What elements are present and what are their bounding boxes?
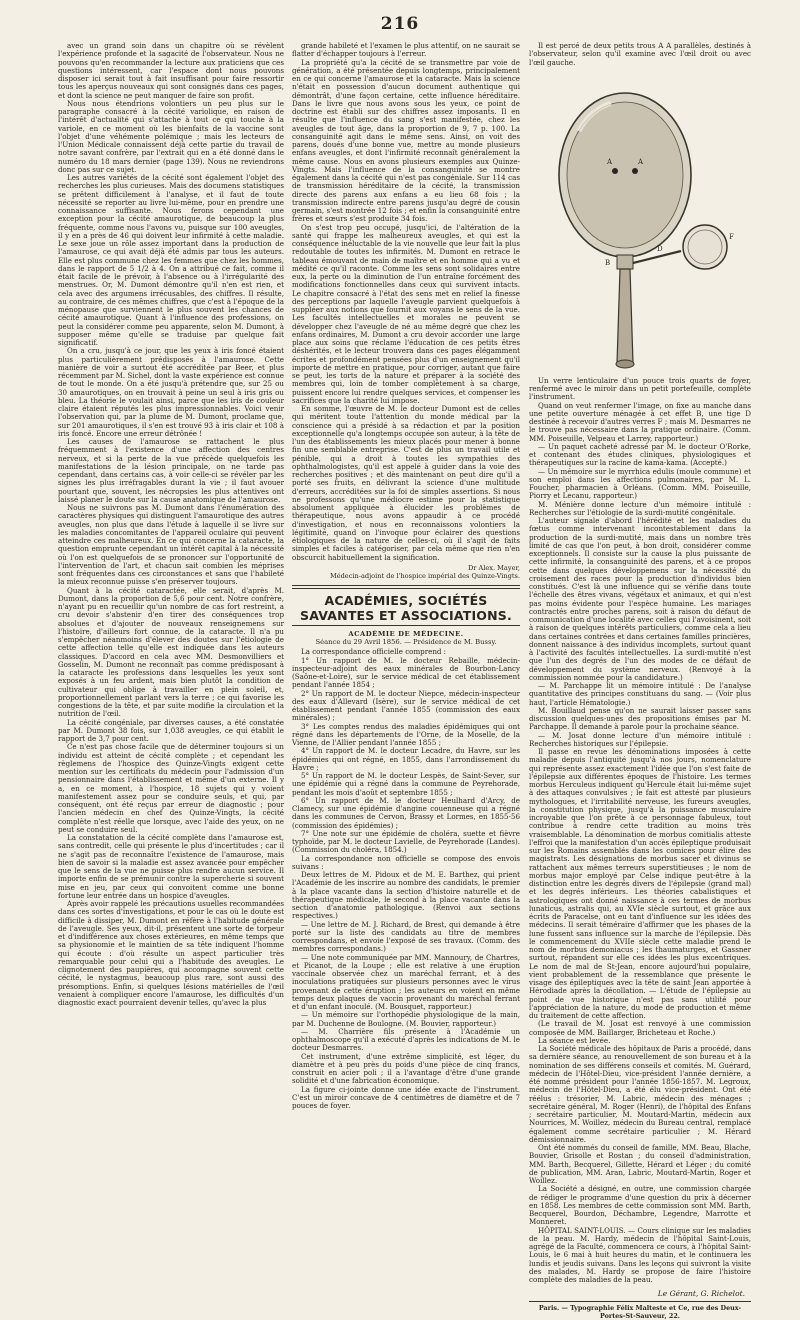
paragraph: Il passe en revue les dénominations imposées à cette maladie depuis l'antiquité jusqu'à nos jours, nomenclature qui représente assez exactement l'idée que l'on s'est faite de l'épilepsie aux différentes époques de l'histoire. Les termes morbus Herculeus indiquent qu'Hercule était lui-même sujet à des attaques convulsives ; le fait est attesté par plusieurs mythologues, et l'irritabilité nerveuse, les fureurs aveugles, la constitution physique, jusqu'à la puissance musculaire incroyable que l'on prête à ce personnage fabuleux, tout contribue à rendre cette tradition au moins très vraisemblable. La dénomination de morbus comitialis atteste l'effroi que la manifestation d'un accès épileptique produisait sur les Romains assemblés dans les comices pour élire des magistrats. Les désignations de morbus sacer et divinus se rattachent aux mêmes terreurs superstitieuses ; le nom de morbus major employé par Celse indique peut-être à la distinction entre les degrés divers de l'épilepsie (grand mal) et les degrés inférieurs. Les théories cabalistiques et astrologiques ont donné naissance à ces termes de morbus lunaticus, astralis qui, au XVIe siècle surtout, et grâce aux écrits de Paracelse, ont eu tant d'influence sur les idées des médecins. Il serait téméraire d'affirmer que les phases de la lune fussent sans influence sur la marche de l'épilepsie. Dès le commencement du XVIIe siècle cette maladie prend le nom de morbus demoniacus ; les thaumaturges, et Gassner surtout, répandent sur elle ces idées les plus excentriques. Le nom de mal de St-Jean, encore aujourd'hui populaire, vient probablement de la ressemblance que présente le visage des épileptiques avec la tête de saint Jean apportée à Hérodiade après la décollation. — L'étude de l'épilepsie au point de vue historique n'est pas sans utilité pour l'appréciation de la nature, du mode de production et même du traitement de cette affection. [529,748,751,1020]
page-number: 216 [0,14,800,34]
paragraph: Il est percé de deux petits trous A A parallèles, destinés à l'observateur, selon qu'il examine avec l'œil droit ou avec l'œil gauche. [529,42,751,67]
paragraph: — M. Parchappe lit un mémoire intitulé : De l'analyse quantitative des principes constituans du sang. — (Voir plus haut, l'article Hématologie.) [529,682,751,707]
paragraph: La constatation de la cécité complète dans l'amaurose est, sans contredit, celle qui présente le plus d'incertitudes ; car il ne s'agit pas de reconnaître l'existence de l'amaurose, mais bien de savoir si la maladie est assez avancée pour empêcher que le sens de la vue ne puisse plus rendre aucun service. Il importe enfin de se prémunir contre la supercherie si souvent mise en jeu, par ceux qui convoitent comme une bonne fortune leur entrée dans un hospice d'aveugles. [58,834,284,900]
paragraph: Cet instrument, d'une extrême simplicité, est léger, du diamètre et à peu près du poids d'une pièce de cinq francs, construit en acier poli ; il a l'avantage d'être d'une grande solidité et d'une fabrication économique. [292,1053,520,1086]
paragraph: M. Bouillaud pense qu'on ne saurait laisser passer sans discussion quelques-unes des propositions émises par M. Parchappe. Il demande à parole pour la prochaine séance. [529,707,751,732]
paragraph: Les causes de l'amaurose se rattachent le plus fréquemment à l'existence d'une affection des centres nerveux, et si la perte de la vue précède quelquefois les manifestations de la lésion principale, on ne tarde pas cependant, dans certains cas, à voir celle-ci se révéler par les signes les plus irréfragables durant la vie ; il faut avouer pourtant que, souvent, les nécropsies les plus attentives ont laissé planer le doute sur la cause anatomique de l'amaurose. [58,438,284,504]
paragraph: 3° Les comptes rendus des maladies épidémiques qui ont régné dans les départements de l'Orne, de la Moselle, de la Vienne, de l'Allier pendant l'année 1855 ; [292,723,520,748]
paragraph: On s'est trop peu occupé, jusqu'ici, de l'altération de la santé qui frappe les malheureux aveugles, et qui est la conséquence inéluctable de la vie nouvelle que leur fait la plus redoutable de toutes les infirmités. M. Dumont en retrace le tableau émouvant de main de maître et en homme qui a vu et médité ce qu'il raconte. Comme les sens sont solidaires entre eux, la perte ou la diminution de l'un entraîne forcément des modifications fonctionnelles dans ceux qui survivent intacts. Le chapitre consacré à l'état des sens met en relief la finesse des perceptions par laquelle l'aveugle parvient quelquefois à suppléer aux notions que fournit aux voyans le sens de la vue. Les facultés intellectuelles et morales ne peuvent se développer chez l'aveugle de né au même degré que chez les enfans ordinaires, M. Dumont a cru devoir accorder une large place aux soins que réclame l'éducation de ces petits êtres déshérités, et le lecteur trouvera dans ces pages élégamment écrites et profondément pensées plus d'un enseignement qu'il importe de mettre en pratique, pour corriger, autant que faire se peut, les torts de la nature et préparer à la société des membres qui, loin de tomber complètement à sa charge, puissent encore lui rendre quelques services, et compenser les sacrifices que la charité lui impose. [292,224,520,406]
paragraph: La Société a désigné, en outre, une commission chargée de rédiger le programme d'une question du prix à décerner en 1858. Les membres de cette commission sont MM. Barth, Becquerel, Bourdon, Déchambre, Legendre, Marrotte et Monneret. [529,1185,751,1226]
paragraph: HÔPITAL SAINT-LOUIS. — Cours clinique sur les maladies de la peau. M. Hardy, médecin de l'hôpital Saint-Louis, agrégé de la Faculté, commencera ce cours, à l'hôpital Saint-Louis, le 6 mai à huit heures du matin, et le continuera les lundis et jeudis suivans. Dans les leçons qui suivront la visite des malades, M. Hardy se propose de faire l'histoire complète des maladies de la peau. [529,1227,751,1285]
paragraph: Ont été nommés du conseil de famille, MM. Beau, Blache, Bouvier, Grisolle et Rostan ; du conseil d'administration, MM. Barth, Becquerel, Gillette, Hérard et Léger ; du comité de publication, MM. Aran, Labric, Moutard-Martin, Roger et Woillez. [529,1144,751,1185]
paragraph: 5° Un rapport de M. le docteur Lespès, de Saint-Sever, sur une épidémie qui a régné dans la commune de Peyrehorade, pendant les mois d'août et septembre 1855 ; [292,772,520,797]
ophthalmoscope-figure [529,71,751,373]
figure-label-b: B [605,259,610,267]
paragraph: Ce n'est pas chose facile que de déterminer toujours si un individu est atteint de cécité complète ; et cependant les règlemens de l'hospice des Quinze-Vingts exigent cette mention sur les certificats du médecin pour l'admission d'un pensionnaire dans l'établissement et même d'un externe. Il y a, en ce moment, à l'hospice, 18 sujets qui y voient manifestement assez pour se conduire seuls, et qui, par conséquent, ont été reçus par erreur de diagnostic ; pour l'ancien médecin en chef des Quinze-Vingts, la cécité complète n'est réelle que lorsque, avec l'aide des yeux, on ne peut se conduire seul. [58,743,284,834]
paragraph: 4° Un rapport de M. le docteur Lecadre, du Havre, sur les épidémies qui ont régné, en 1855, dans l'arrondissement du Havre ; [292,747,520,772]
paragraph: — Un paquet cacheté adressé par M. le docteur O'Rorke, et contenant des études cliniques, physiologiques et thérapeutiques sur la racine de kama-kama. (Accepté.) [529,443,751,468]
paragraph: La cécité congéniale, par diverses causes, a été constatée par M. Dumont 38 fois, sur 1,038 aveugles, ce qui établit le rapport de 3,7 pour cent. [58,719,284,744]
paragraph: Un verre lenticulaire d'un pouce trois quarts de foyer, renfermé avec le miroir dans un petit portefeuille, complète l'instrument. [529,377,751,402]
paragraph: La Société médicale des hôpitaux de Paris a procédé, dans sa dernière séance, au renouvellement de son bureau et à la nomination de ses différens conseils et comités. M. Guérard, médecin de l'Hôtel-Dieu, vice-président l'année dernière, a été nommé président pour l'année 1856-1857. M. Legroux, médecin de l'Hôtel-Dieu, a été élu vice-président. Ont été réélus : trésorier, M. Labric, médecin des ménages ; secrétaire général, M. Roger (Henri), de l'hôpital des Enfans ; secrétaire particulier, M. Moutard-Martin, médecin aux Nourrices, M. Woillez, médecin du Bureau central, remplacé également comme secrétaire particulier ; M. Hérard démissionnaire. [529,1045,751,1144]
column-1 [58,42,284,1072]
column-2 [292,42,520,1072]
paragraph: (Le travail de M. Josat est renvoyé à une commission composée de MM. Baillarger, Bricheteau et Roche.) [529,1020,751,1037]
academy-report-text [292,648,520,1110]
signature-name: Dr Alex. Mayer, [292,564,520,572]
paragraph: La séance est levée. [529,1037,751,1045]
figure-label-a-left: A [606,158,613,166]
ophthalmoscope-illustration [529,71,751,373]
signature-title: Médecin-adjoint de l'hospice impérial des Quinze-Vingts. [292,572,520,580]
section-rule-bottom [292,625,520,626]
paragraph: Deux lettres de M. Pidoux et de M. E. Barthez, qui prient l'Académie de les inscrire au nombre des candidats, le premier à la place vacante dans la section d'histoire naturelle et de thérapeutique médicale, le second à la place vacante dans la section d'anatomie pathologique. (Renvoi aux sections respectives.) [292,871,520,921]
paragraph: 1° Un rapport de M. le docteur Rebaille, médecin-inspecteur-adjoint des eaux minérales de Bourbon-Lancy (Saône-et-Loire), sur le service médical de cet établissement pendant l'année 1854 ; [292,657,520,690]
paragraph: — Un mémoire sur l'orthopédie physiologique de la main, par M. Duchenne de Boulogne. (M. Bouvier, rapporteur.) [292,1011,520,1028]
paragraph: La figure ci-jointe donne une idée exacte de l'instrument. C'est un miroir concave de 4 centimètres de diamètre et de 7 pouces de foyer. [292,1086,520,1111]
paragraph: La propriété qu'a la cécité de se transmettre par voie de génération, a été présentée depuis longtemps, principalement en ce qui concerne l'amaurose et la cataracte. Mais la science n'était en possession d'aucun document authentique qui démontrât, d'une façon certaine, cette influence héréditaire. Dans le livre que nous avons sous les yeux, ce point de doctrine est établi sur des chiffres assez imposants. Il en résulte que l'influence du sang s'est manifestée, chez les aveugles de tout âge, dans la proportion de 9, 7 p. 100. La consanguinité agit dans le même sens. Ainsi, on voit des parens, doués d'une bonne vue, mettre au monde plusieurs enfans aveugles, et dont l'infirmité reconnaît généralement la même cause. Nous en avons plusieurs exemples aux Quinze-Vingts. Mais l'influence de la consanguinité se montre également dans la cécité qui n'est pas congéniale. Sur 114 cas de transmission héréditaire de la cécité, la transmission directe des parens aux enfans a eu lieu 68 fois ; la transmission indirecte entre parens jusqu'au degré de cousin germain, s'est montrée 12 fois ; et enfin la consanguinité entre frères et sœurs s'est produite 34 fois. [292,59,520,224]
paragraph: 6° Un rapport de M. le docteur Heulhard d'Arcy, de Clamecy, sur une épidémie d'angine couenneuse qui a régné dans les communes de Cervon, Brassy et Lormes, en 1855-56 (commission des épidémies) ; [292,797,520,830]
paragraph: L'auteur signale d'abord l'hérédité et les maladies du fœtus comme intervenant incontestablement dans la production de la surdi-mutité, mais dans un nombre très limité de cas que l'on peut, à bon droit, considérer comme exceptionnels. Il consiste sur la cause la plus puissante de cette infirmité, la consanguinité des parens, et à ce propos cette dans quelques développemens sur la nécessité du croisement des races pour la production d'individus bien constitués. C'est là une influence qui se vérifie dans toute l'échelle des êtres vivans, végétaux et animaux, et qui n'est pas moins évidente pour l'espèce humaine. Les mariages contractés entre proches parens, soit à raison du défaut de communication d'une localité avec celles qui l'avoisinent, soit à raison de quelques intérêts particuliers, comme cela a lieu dans certaines contrées et dans certaines familles princières, donnent naissance à des individus incomplets, surtout quant à l'activité des facultés intellectuelles. La surdi-mutité n'est que l'un des degrés de l'un des modes de ce défaut de développement du système nerveux. (Renvoyé à la commission nommée pour la candidature.) [529,517,751,682]
academy-title: ACADÉMIE DE MÉDECINE. [292,630,520,638]
paragraph: Nous nous étendrions volontiers un peu plus sur le paragraphe consacré à la cécité variolique, en raison de l'intérêt d'actualité qui s'attache à tout ce qui touche à la variole, en ce moment où les bienfaits de la vaccine sont l'objet d'une véhémente polémique ; mais les lecteurs de l'Union Médicale connaissent déjà cette partie du travail de notre savant confrère, par l'extrait qui en a été donné dans le numéro du 18 mars dernier (page 139). Nous ne reviendrons donc pas sur ce sujet. [58,100,284,174]
paragraph: grande habileté et l'examen le plus attentif, on ne saurait se flatter d'échapper toujours à l'erreur. [292,42,520,59]
paragraph: Quand on veut renfermer l'image, on fixe au manche dans une petite ouverture ménagée à cet effet B, une tige D destinée à recevoir d'autres verres F ; mais M. Desmarres ne le trouve pas nécessaire dans la pratique ordinaire. (Comm. MM. Poiseuille, Velpeau et Larrey, rapporteur.) [529,402,751,443]
section-title: ACADÉMIES, SOCIÉTÉS SAVANTES ET ASSOCIATIONS. [292,593,520,623]
paragraph: — M. Charrière fils présente à l'Académie un ophthalmoscope qu'il a exécuté d'après les indications de M. le docteur Desmarres. [292,1028,520,1053]
paragraph: Nous ne suivrons pas M. Dumont dans l'énumération des caractères physiques qui distinguent l'amaurotique des autres aveugles, non plus que dans l'étude à laquelle il se livre sur les maladies concomitantes de l'appareil oculaire qui peuvent atteindre ces malheureux. En ce qui concerne la cataracte, la question emprunte cependant un intérêt capital à la nécessité où l'on est quelquefois de se prononcer sur l'opportunité de l'intervention de l'art, et chacun sait combien les méprises sont fréquentes dans ces circonstances et sans que l'habileté la mieux reconnue puisse s'en préserver toujours. [58,504,284,587]
figure-label-f: F [729,233,734,241]
paragraph: — Une note communiquée par MM. Mannoury, de Chartres, et Picanot, de la Loupe ; elle est relative à une éruption vaccinale observée chez un maréchal ferrant, et à des inoculations pratiquées sur plusieurs personnes avec le virus provenant de cette éruption ; les auteurs en voient en même temps deux plaques de vaccin provenant du maréchal ferrant et d'un enfant inoculé. (M. Bousquet, rapporteur.) [292,954,520,1012]
seance-line: Séance du 29 Avril 1856. — Présidence de M. Bussy. [292,638,520,646]
paragraph: — M. Josat donne lecture d'un mémoire intitulé : Recherches historiques sur l'épilepsie. [529,732,751,749]
instrument-intro-text [529,42,751,67]
figure-label-d: D [657,245,663,253]
printer-imprint: Paris. — Typographie Félix Malteste et Ce, rue des Deux-Portes-St-Sauveur, 22. [529,1301,751,1320]
paragraph: M. Ménière donne lecture d'un mémoire intitulé : Recherches sur l'étiologie de la surdi-mutité congénitale. [529,501,751,518]
section-rule-top-thin [292,588,520,589]
section-rule-top [292,585,520,586]
paragraph: — Une lettre de M. J. Richard, de Brest, qui demande à être porté sur la liste des candidats au titre de membres correspondans, et envoie l'exposé de ses travaux. (Comm. des membres correspondans.) [292,921,520,954]
book-review-text [292,42,520,562]
paragraph: La correspondance non officielle se compose des envois suivans : [292,855,520,872]
paragraph: Les autres variétés de la cécité sont également l'objet des recherches les plus curieuses. Mais des documens statistiques se prêtent difficilement à l'analyse, et il faut de toute nécessité se reporter au livre lui-même, pour en prendre une connaissance suffisante. Nous ferons cependant une exception pour la cécité amaurotique, de beaucoup la plus fréquente, comme nous l'avons vu, puisque sur 100 aveugles, il y en a près de 46 qui doivent leur infirmité à cette maladie. Le sexe joue un rôle assez important dans la production de l'amaurose, ce qui avait déjà été admis par tous les auteurs. Elle est plus commune chez les femmes que chez les hommes, dans le rapport de 5 1/2 à 4. On a attribué ce fait, comme il était facile de le prévoir, à l'absence ou à l'irrégularité des menstrues. Or, M. Dumont démontre qu'il n'en est rien, et cela avec des argumens irrécusables, des chiffres. Il résulte, au contraire, de ces mêmes chiffres, que c'est à l'époque de la ménopause que surviennent le plus souvent les chances de cécité amaurotique. Quant à l'influence des professions, on peut la considérer comme peu apparente, selon M. Dumont, à supposer même qu'elle se traduise par quelque fait significatif. [58,174,284,347]
gerant-line: Le Gérant, G. Richelot. [529,1290,745,1298]
paragraph: On a cru, jusqu'à ce jour, que les yeux à iris foncé étaient plus particulièrement prédisposés à l'amaurose. Cette manière de voir a surtout été accréditée par Beer, et plus récemment par M. Sichel, dont la vaste expérience est connue de tout le monde. On a été jusqu'à prétendre que, sur 25 ou 30 amaurotiques, on en trouvait à peine un seul à iris gris ou bleu. La théorie le voulait ainsi, parce que les iris de couleur claire étaient réputés les plus impressionnables. Voici venir l'observation qui, par la plume de M. Dumont, proclame que, sur 201 amaurotiques, il s'en est trouvé 93 à iris clair et 108 à iris foncé. Encore une erreur détrônée ! [58,347,284,438]
paragraph: avec un grand soin dans un chapitre où se révèlent l'expérience profonde et la sagacité de l'observateur. Nous ne pouvons qu'en recommander la lecture aux praticiens que ces questions intéressent, car l'espace dont nous pouvons disposer ici serait tout à fait insuffisant pour faire ressortir tous les aperçus nouveaux qui sont consignés dans ces pages, et dont la science ne peut manquer de faire son profit. [58,42,284,100]
paragraph: 2° Un rapport de M. le docteur Niepce, médecin-inspecteur des eaux d'Allevard (Isère), sur le service médical de cet établissement pendant l'année 1855 (commission des eaux minérales) ; [292,690,520,723]
figure-label-a-right: A [637,158,644,166]
paragraph: Quant à la cécité cataractée, elle serait, d'après M. Dumont, dans la proportion de 5,6 pour cent. Notre confrère, n'ayant pu en recueillir qu'un nombre de cas fort restreint, a cru devoir s'abstenir d'en tirer des conséquences trop absolues et d'ajouter de nouveaux renseignemens sur l'histoire, d'ailleurs fort connue, de la cataracte. Il n'a pu s'empêcher néanmoins d'élever des doutes sur l'étiologie de cette affection telle qu'elle est indiquée dans les auteurs classiques. D'accord en cela avec MM. Desmonvilliers et Gosselin, M. Dumont ne reconnaît pas comme prédisposant à la cataracte les professions dans lesquelles les yeux sont exposés à un feu ardent, mais bien plutôt la condition de cultivateur qui oblige à travailler en plein soleil, et, proportionnellement parlant vers la terre ; ce qui favorise les congestions de la tête, et par suite modifie la circulation et la nutrition de l'œil. [58,587,284,719]
academy-report-continued-text [529,377,751,1285]
review-signature [292,564,520,580]
paragraph: En somme, l'œuvre de M. le docteur Dumont est de celles qui méritent toute l'attention du monde médical par la conscience qui a présidé à sa rédaction et par la position exceptionnelle qu'a longtemps occupée son auteur, à la tête de l'un des établissements les mieux placés pour mener à bonne fin une semblable entreprise. C'est de plus un travail utile et pénible, qui a droit à toutes les sympathies des ophthalmologistes, qu'il est appelé à guider dans la voie des recherches positives ; et dès maintenant on peut dire qu'il a porté ses fruits, en délivrant la science d'une multitude d'erreurs, accréditées sur la foi de simples assertions. Si nous ne professons qu'une médiocre estime pour la statistique absolument appliquée à élucider les problèmes de thérapeutique, nous avons appaudir à ce procédé d'investigation, et nous en reconnaissons volontiers la légitimité, quand on l'invoque pour éclairer des questions étiologiques de la nature de celles-ci, où il s'agit de faits simples et faciles à catégoriser, par cela même que rien n'en obscurcit habituellement la signification. [292,405,520,562]
column-3 [529,42,751,1072]
paragraph: 7° Une note sur une épidémie de choléra, suette et fièvre typhoïde, par M. le docteur Lavielle, de Peyrehorade (Landes). (Commission du choléra, 1854.) [292,830,520,855]
paragraph: La correspondance officielle comprend : [292,648,520,656]
paragraph: Après avoir rappelé les précautions usuelles recommandées dans ces sortes d'investigations, et pour le cas où le doute est difficile à dissiper, M. Dumont en réfère à l'habitude générale de l'aveugle. Ses yeux, dit-il, présentent une sorte de torpeur et d'indifférence aux choses extérieures, en même temps que sa physionomie et le maintien de sa tête indiquent l'homme qui écoute : d'où résulte un aspect particulier très remarquable pour celui qui a l'habitude des aveugles. Le clignotement des paupières, qui accompagne souvent cette cécité, le nystagmus, beaucoup plus rare, sont aussi des présomptions. Enfin, si quelques lésions matérielles de l'œil venaient à compliquer encore l'amaurose, les difficultés d'un diagnostic exact pourraient devenir telles, qu'avec la plus [58,900,284,1007]
paragraph: — Un mémoire sur le myrrhica edulis (moule commune) et son emploi dans les affections pulmonaires, par M. L. Foucher, pharmacien à Orléans. (Comm. MM. Poiseuille, Piorry et Lecanu, rapporteur.) [529,468,751,501]
